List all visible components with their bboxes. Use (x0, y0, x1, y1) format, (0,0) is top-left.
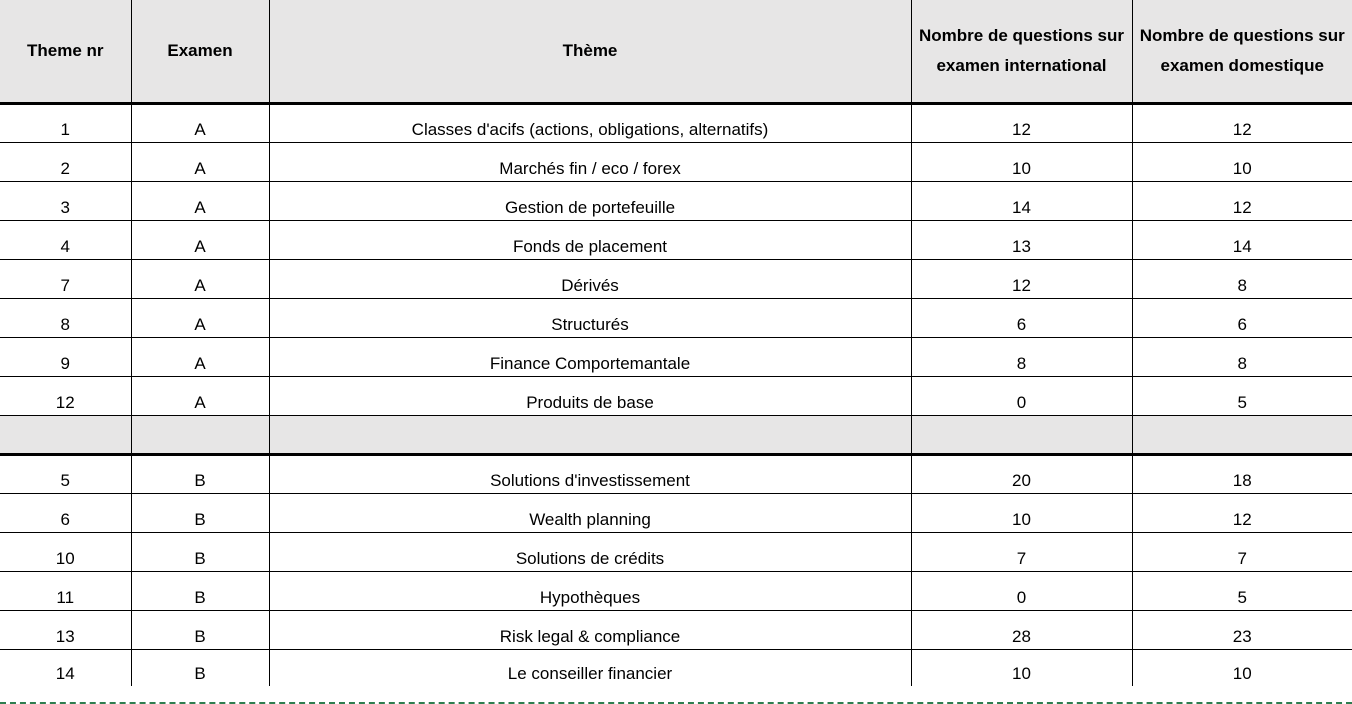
table-row (0, 572, 1352, 611)
cell-theme: Dérivés (269, 260, 911, 299)
table-row (0, 611, 1352, 650)
cell-international: 12 (911, 260, 1132, 299)
cell-domestique: 14 (1132, 221, 1352, 260)
cell-examen: B (131, 455, 269, 494)
cell-international: 14 (911, 182, 1132, 221)
cell-international: 20 (911, 455, 1132, 494)
header-international: Nombre de questions sur examen international (911, 0, 1132, 104)
cell-international: 0 (911, 572, 1132, 611)
cell-international: 6 (911, 299, 1132, 338)
table-row (0, 104, 1352, 143)
cell-international: 0 (911, 377, 1132, 416)
table-row (0, 338, 1352, 377)
cell-international: 28 (911, 611, 1132, 650)
cell-theme: Wealth planning (269, 494, 911, 533)
header-examen: Examen (131, 0, 269, 104)
cell-theme: Finance Comportemantale (269, 338, 911, 377)
cell-theme: Hypothèques (269, 572, 911, 611)
header-row (0, 0, 1352, 104)
table-row (0, 143, 1352, 182)
cell-domestique: 7 (1132, 533, 1352, 572)
header-theme-nr: Theme nr (0, 0, 131, 104)
header-theme: Thème (269, 0, 911, 104)
cell-examen: A (131, 338, 269, 377)
cell-examen: B (131, 494, 269, 533)
cell-theme-nr: 2 (0, 143, 131, 182)
cell-theme-nr: 5 (0, 455, 131, 494)
cell-theme: Fonds de placement (269, 221, 911, 260)
table-row (0, 299, 1352, 338)
cell-domestique: 6 (1132, 299, 1352, 338)
cell-theme-nr: 3 (0, 182, 131, 221)
cell-international: 10 (911, 494, 1132, 533)
table-row (0, 260, 1352, 299)
cell-examen: B (131, 533, 269, 572)
cell-theme-nr: 9 (0, 338, 131, 377)
cell-theme-nr: 7 (0, 260, 131, 299)
separator-cell (0, 416, 131, 455)
cell-theme-nr: 6 (0, 494, 131, 533)
header-domestique: Nombre de questions sur examen domestique (1132, 0, 1352, 104)
separator-cell (1132, 416, 1352, 455)
cell-domestique: 5 (1132, 377, 1352, 416)
cell-theme: Classes d'acifs (actions, obligations, alternatifs) (269, 104, 911, 143)
cell-theme-nr: 4 (0, 221, 131, 260)
cell-domestique: 12 (1132, 104, 1352, 143)
cell-international: 8 (911, 338, 1132, 377)
cell-domestique: 10 (1132, 650, 1352, 686)
cell-theme: Le conseiller financier (269, 650, 911, 686)
cell-international: 7 (911, 533, 1132, 572)
separator-cell (131, 416, 269, 455)
cell-examen: A (131, 143, 269, 182)
cell-domestique: 8 (1132, 338, 1352, 377)
table-row (0, 650, 1352, 686)
cell-domestique: 8 (1132, 260, 1352, 299)
table-row (0, 494, 1352, 533)
cell-international: 12 (911, 104, 1132, 143)
cell-theme-nr: 11 (0, 572, 131, 611)
table-row (0, 455, 1352, 494)
cell-theme: Risk legal & compliance (269, 611, 911, 650)
cell-theme-nr: 10 (0, 533, 131, 572)
cell-domestique: 5 (1132, 572, 1352, 611)
cell-theme-nr: 14 (55, 663, 75, 683)
cell-international: 13 (911, 221, 1132, 260)
cell-domestique: 10 (1132, 143, 1352, 182)
cell-domestique: 12 (1132, 494, 1352, 533)
cell-international: 10 (911, 650, 1132, 686)
cell-examen: B (131, 650, 269, 686)
cell-examen: B (131, 572, 269, 611)
separator-cell (269, 416, 911, 455)
cell-theme: Structurés (269, 299, 911, 338)
separator-row (0, 416, 1352, 455)
cell-international: 10 (911, 143, 1132, 182)
cell-examen: B (131, 611, 269, 650)
cell-theme: Marchés fin / eco / forex (269, 143, 911, 182)
table-row (0, 221, 1352, 260)
cell-examen: A (131, 221, 269, 260)
cell-theme: Solutions d'investissement (269, 455, 911, 494)
cell-theme-nr: 13 (0, 611, 131, 650)
cell-theme-nr: 8 (0, 299, 131, 338)
cell-theme: Solutions de crédits (269, 533, 911, 572)
cell-examen: A (131, 104, 269, 143)
cell-theme-nr: 1 (0, 104, 131, 143)
cell-theme-nr: 12 (0, 377, 131, 416)
cell-theme: Gestion de portefeuille (269, 182, 911, 221)
cell-examen: A (131, 182, 269, 221)
cell-examen: A (131, 299, 269, 338)
separator-cell (911, 416, 1132, 455)
cell-examen: A (131, 377, 269, 416)
cell-examen: A (131, 260, 269, 299)
cell-theme: Produits de base (269, 377, 911, 416)
cell-domestique: 23 (1132, 611, 1352, 650)
table-row (0, 182, 1352, 221)
table-row (0, 533, 1352, 572)
table-row (0, 377, 1352, 416)
cell-domestique: 12 (1132, 182, 1352, 221)
cell-domestique: 18 (1132, 455, 1352, 494)
